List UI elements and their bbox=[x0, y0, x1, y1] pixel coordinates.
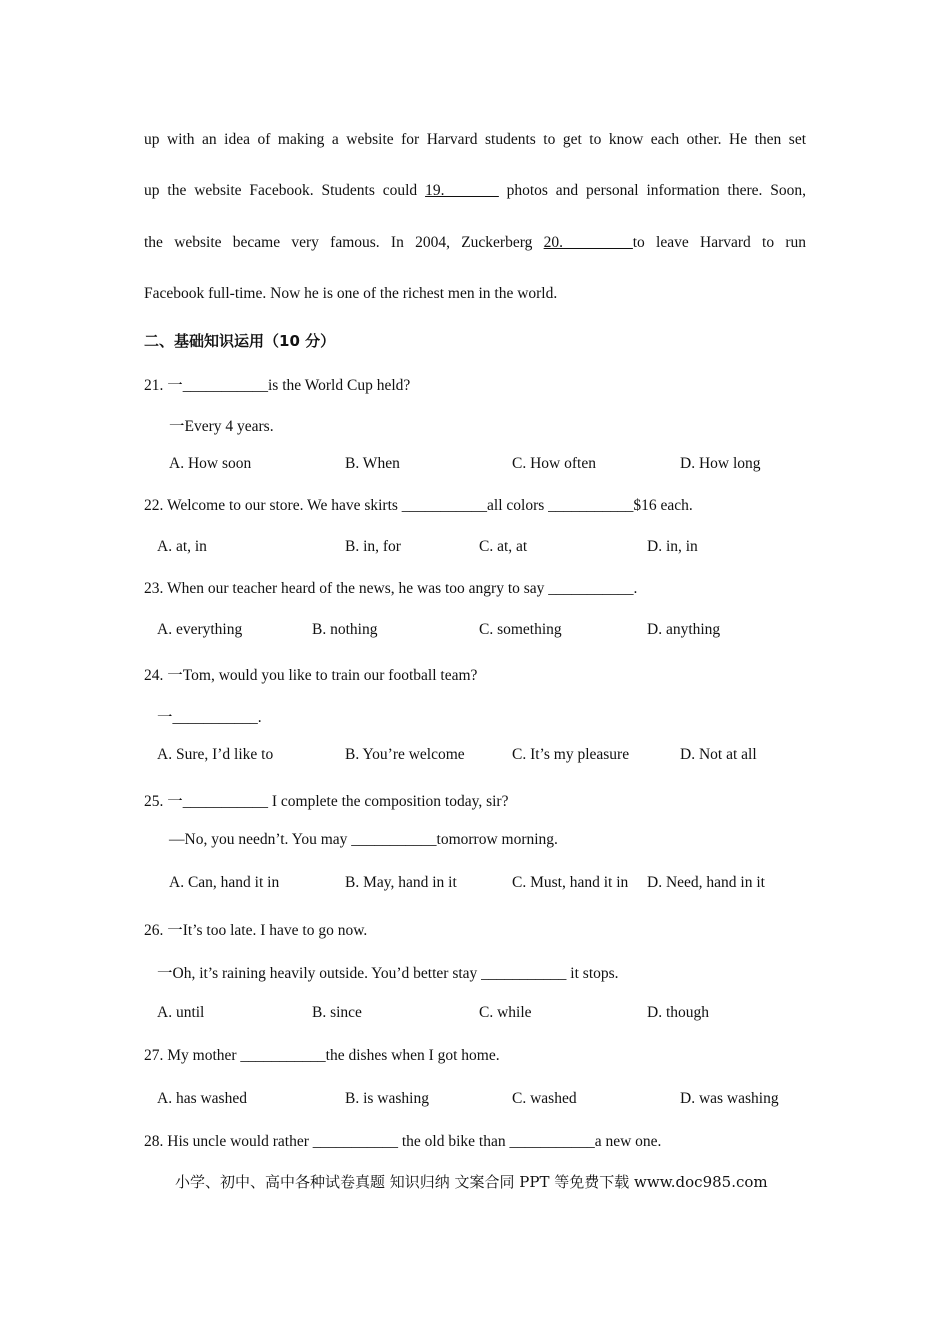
question-24-reply: 一___________. bbox=[157, 709, 262, 726]
option-26-c: C. while bbox=[479, 1004, 532, 1021]
option-24-a: A. Sure, I’d like to bbox=[157, 746, 274, 763]
option-22-d: D. in, in bbox=[647, 538, 698, 555]
option-25-b: B. May, hand in it bbox=[345, 874, 457, 891]
question-25-stem: 25. 一___________ I complete the composition today, sir? bbox=[144, 793, 509, 810]
section-heading: 二、基础知识运用（10 分） bbox=[144, 332, 336, 350]
question-21-reply: 一Every 4 years. bbox=[169, 418, 274, 435]
question-26-stem: 26. 一It’s too late. I have to go now. bbox=[144, 922, 368, 939]
blank-20-label: 20._________ bbox=[543, 234, 633, 251]
passage-line-3 bbox=[144, 234, 806, 252]
question-26-reply: 一Oh, it’s raining heavily outside. You’d better stay ___________ it stops. bbox=[157, 965, 619, 982]
option-25-d: D. Need, hand in it bbox=[647, 874, 765, 891]
option-26-a: A. until bbox=[157, 1004, 205, 1021]
option-21-d: D. How long bbox=[680, 455, 761, 472]
option-27-c: C. washed bbox=[512, 1090, 577, 1107]
passage-line-2 bbox=[144, 182, 806, 200]
option-24-d: D. Not at all bbox=[680, 746, 757, 763]
question-27-stem: 27. My mother ___________the dishes when I got home. bbox=[144, 1047, 500, 1064]
page-footer: 小学、初中、高中各种试卷真题 知识归纳 文案合同 PPT 等免费下载 www.doc985.com bbox=[175, 1173, 768, 1191]
option-24-c: C. It’s my pleasure bbox=[512, 746, 630, 763]
option-22-c: C. at, at bbox=[479, 538, 528, 555]
passage-text: to leave Harvard to run bbox=[632, 234, 807, 251]
passage-text: the website became very famous. In 2004, Zuckerberg bbox=[144, 234, 544, 251]
option-27-b: B. is washing bbox=[345, 1090, 429, 1107]
option-23-c: C. something bbox=[479, 621, 562, 638]
question-25-reply: —No, you needn’t. You may ___________tomorrow morning. bbox=[169, 831, 558, 848]
option-25-c: C. Must, hand it in bbox=[512, 874, 629, 891]
option-21-b: B. When bbox=[345, 455, 400, 472]
option-27-a: A. has washed bbox=[157, 1090, 247, 1107]
question-21-stem: 21. 一___________is the World Cup held? bbox=[144, 377, 411, 394]
option-26-b: B. since bbox=[312, 1004, 362, 1021]
passage-text: photos and personal information there. Soon, bbox=[498, 182, 806, 199]
option-24-b: B. You’re welcome bbox=[345, 746, 465, 763]
passage-text: up the website Facebook. Students could bbox=[144, 182, 426, 199]
option-22-a: A. at, in bbox=[157, 538, 207, 555]
question-22-stem: 22. Welcome to our store. We have skirts ___________all colors ___________$16 each. bbox=[144, 497, 693, 514]
option-23-b: B. nothing bbox=[312, 621, 378, 638]
blank-19: 19._______ bbox=[425, 182, 499, 199]
passage-line-4: Facebook full-time. Now he is one of the richest men in the world. bbox=[144, 285, 558, 302]
option-21-c: C. How often bbox=[512, 455, 596, 472]
option-23-d: D. anything bbox=[647, 621, 721, 638]
question-28-stem: 28. His uncle would rather ___________ the old bike than ___________a new one. bbox=[144, 1133, 662, 1150]
option-22-b: B. in, for bbox=[345, 538, 401, 555]
option-26-d: D. though bbox=[647, 1004, 709, 1021]
question-23-stem: 23. When our teacher heard of the news, he was too angry to say ___________. bbox=[144, 580, 638, 597]
option-21-a: A. How soon bbox=[169, 455, 252, 472]
question-24-stem: 24. 一Tom, would you like to train our football team? bbox=[144, 667, 478, 684]
option-23-a: A. everything bbox=[157, 621, 243, 638]
passage-line-1: up with an idea of making a website for Harvard students to get to know each other. He then set bbox=[144, 131, 806, 148]
option-25-a: A. Can, hand it in bbox=[169, 874, 280, 891]
option-27-d: D. was washing bbox=[680, 1090, 779, 1107]
